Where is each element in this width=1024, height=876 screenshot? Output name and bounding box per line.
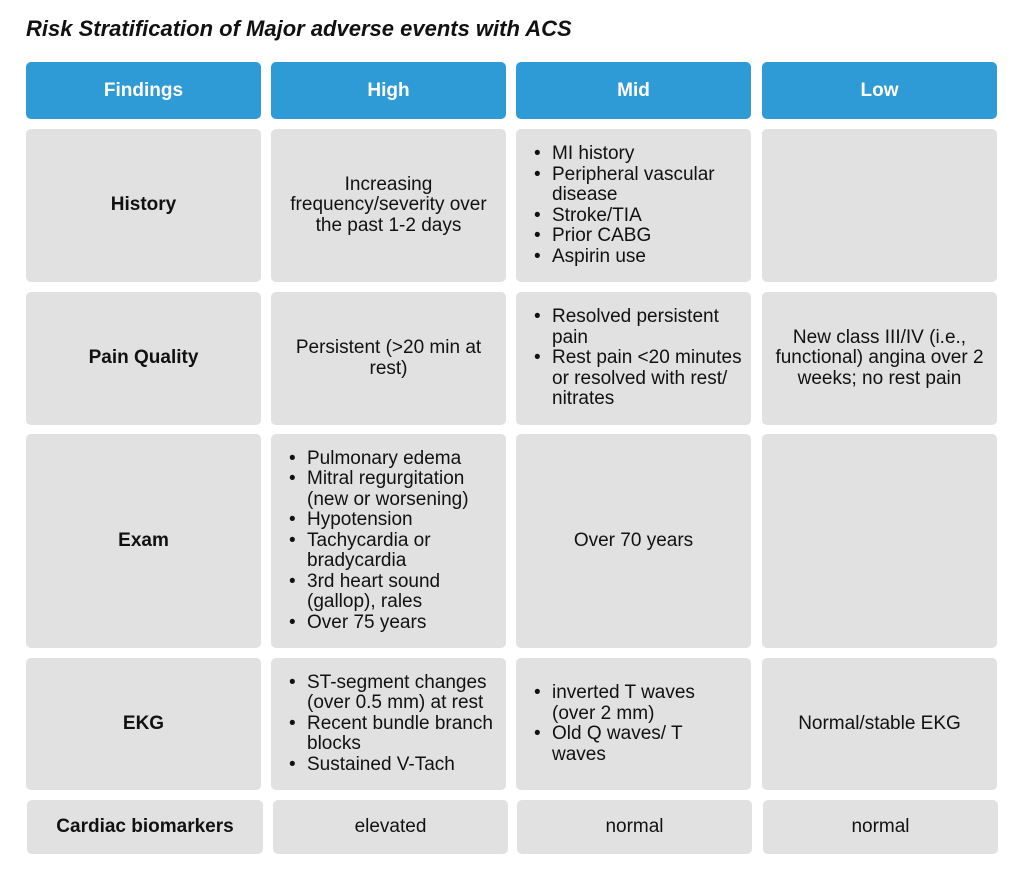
history-low — [762, 129, 997, 282]
ekg-low: Normal/stable EKG — [762, 658, 997, 790]
list-item: • MI history — [552, 144, 751, 165]
finding-exam: Exam — [26, 434, 261, 648]
history-mid-list — [530, 144, 751, 267]
page-title: Risk Stratification of Major adverse events with ACS — [26, 16, 572, 41]
ekg-mid-list — [530, 683, 711, 765]
list-item: • Recent bundle branch blocks — [307, 714, 506, 755]
pain-quality-low: New class III/IV (i.e., functional) angina over 2 weeks; no rest pain — [762, 292, 997, 425]
list-item: • Pulmonary edema — [307, 449, 506, 470]
list-item: • Over 75 years — [307, 613, 506, 634]
cardiac-biomarkers-high: elevated — [273, 800, 508, 854]
list-item: • Prior CABG — [552, 226, 751, 247]
list-item: • Rest pain <20 minutes or resolved with rest/ nitrates — [552, 348, 751, 410]
ekg-mid — [516, 658, 751, 790]
list-item: • ST-segment changes (over 0.5 mm) at rest — [307, 673, 506, 714]
history-high: Increasing frequency/severity over the past 1-2 days — [271, 129, 506, 282]
list-item: • Peripheral vascular disease — [552, 165, 751, 206]
pain-quality-mid — [516, 292, 751, 425]
header-mid: Mid — [516, 62, 751, 119]
exam-mid: Over 70 years — [516, 434, 751, 648]
finding-cardiac-biomarkers: Cardiac biomarkers — [27, 800, 263, 854]
list-item: • inverted T waves (over 2 mm) — [552, 683, 711, 724]
list-item: • Stroke/TIA — [552, 206, 751, 227]
list-item: • Resolved persistent pain — [552, 307, 751, 348]
list-item: • Old Q waves/ T waves — [552, 724, 711, 765]
list-item: • Sustained V-Tach — [307, 755, 506, 776]
list-item: • Aspirin use — [552, 247, 751, 268]
exam-high — [271, 434, 506, 648]
finding-history: History — [26, 129, 261, 282]
cardiac-biomarkers-mid: normal — [517, 800, 752, 854]
list-item: • 3rd heart sound (gallop), rales — [307, 572, 506, 613]
header-low: Low — [762, 62, 997, 119]
pain-quality-high: Persistent (>20 min at rest) — [271, 292, 506, 425]
cardiac-biomarkers-low: normal — [763, 800, 998, 854]
exam-high-list — [285, 449, 506, 634]
header-findings: Findings — [26, 62, 261, 119]
finding-ekg: EKG — [26, 658, 261, 790]
list-item: • Tachycardia or bradycardia — [307, 531, 506, 572]
list-item: • Mitral regurgitation (new or worsening) — [307, 469, 506, 510]
list-item: • Hypotension — [307, 510, 506, 531]
finding-pain-quality: Pain Quality — [26, 292, 261, 425]
header-high: High — [271, 62, 506, 119]
exam-low — [762, 434, 997, 648]
history-mid — [516, 129, 751, 282]
ekg-high-list — [285, 673, 506, 776]
pain-quality-mid-list — [530, 307, 751, 410]
ekg-high — [271, 658, 506, 790]
